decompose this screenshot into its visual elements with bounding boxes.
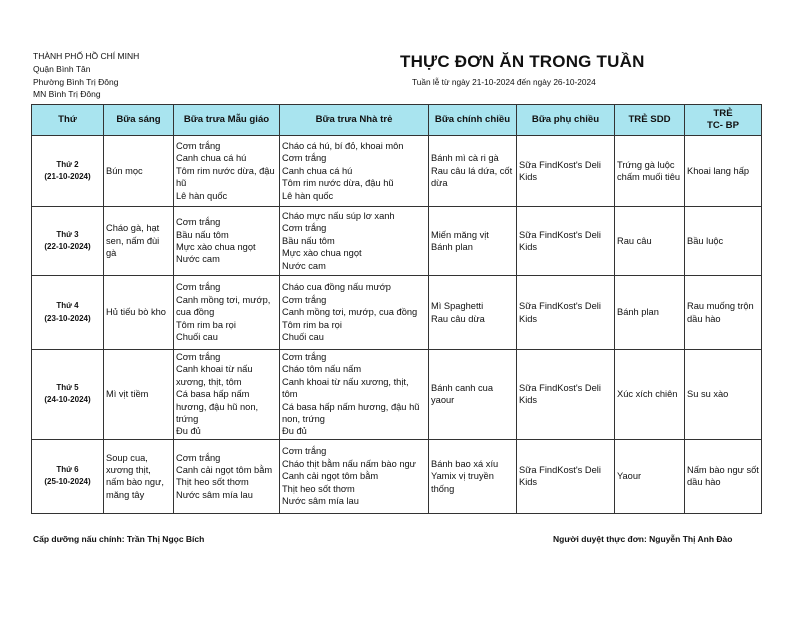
lunch-kindergarten-item: Tôm rim ba rọi bbox=[176, 319, 236, 330]
afternoon-main-item: Bánh mì cà ri gà bbox=[431, 153, 499, 164]
lunch-kindergarten-item: Cơm trắng bbox=[176, 352, 221, 362]
sdd-item: Xúc xích chiên bbox=[617, 389, 678, 400]
afternoon-main-item: Mì Spaghetti bbox=[431, 301, 484, 312]
header-row bbox=[32, 105, 762, 136]
lunch-kindergarten-item: Nước cam bbox=[176, 254, 220, 265]
col-header-sdd: TRẺ SDD bbox=[615, 105, 685, 136]
lunch-kindergarten-item: Tôm rim nước dừa, đậu hũ bbox=[176, 165, 275, 189]
tcbp-item: Rau muống trộn dầu hào bbox=[687, 301, 754, 324]
lunch-kindergarten-item: Cơm trắng bbox=[176, 282, 221, 293]
col-header-afternoon-snack: Bữa phụ chiều bbox=[517, 105, 615, 136]
lunch-nursery-item: Canh mồng tơi, mướp, cua đồng bbox=[282, 307, 418, 318]
breakfast-cell bbox=[104, 439, 174, 513]
breakfast-cell bbox=[104, 136, 174, 207]
org-city: THÀNH PHỐ HỒ CHÍ MINH bbox=[33, 51, 140, 61]
lunch-kindergarten-item: Chuối cau bbox=[176, 332, 218, 343]
afternoon-main-item: Miến măng vịt bbox=[431, 229, 489, 240]
lunch-kindergarten-item: Đu đủ bbox=[176, 426, 201, 437]
lunch-kindergarten-item: Thịt heo sốt thơm bbox=[176, 477, 249, 488]
sdd-cell bbox=[615, 207, 685, 276]
lunch-nursery-item: Cơm trắng bbox=[282, 223, 327, 234]
afternoon-main-item: Bánh plan bbox=[431, 242, 473, 252]
approver-signature: Người duyệt thực đơn: Nguyễn Thị Anh Đào bbox=[553, 534, 733, 544]
afternoon-main-item: Rau câu dừa bbox=[431, 313, 485, 324]
lunch-kindergarten-cell bbox=[174, 350, 280, 440]
lunch-nursery-item: Canh khoai từ nấu xương, thịt, tôm bbox=[282, 376, 409, 400]
col-header-day: Thứ bbox=[32, 105, 104, 136]
afternoon-main-item: Rau câu lá dứa, cốt dừa bbox=[431, 165, 513, 189]
tcbp-item: Bầu luộc bbox=[687, 235, 724, 246]
tcbp-cell bbox=[685, 350, 762, 440]
day-cell bbox=[32, 276, 104, 350]
col-header-tcbp-line2: TC- BP bbox=[707, 120, 739, 131]
col-header-tcbp-line1: TRẺ bbox=[713, 108, 733, 119]
afternoon-snack-item: Sữa FindKost's Deli Kids bbox=[519, 159, 601, 182]
lunch-kindergarten-item: Canh mồng tơi, mướp, cua đồng bbox=[176, 294, 271, 318]
lunch-kindergarten-cell bbox=[174, 439, 280, 513]
lunch-kindergarten-item: Lê hàn quốc bbox=[176, 190, 228, 201]
afternoon-snack-item: Sữa FindKost's Deli Kids bbox=[519, 229, 601, 252]
lunch-nursery-item: Chuối cau bbox=[282, 332, 324, 343]
lunch-kindergarten-item: Cơm trắng bbox=[176, 140, 221, 151]
day-cell bbox=[32, 350, 104, 440]
breakfast-item: Mì vịt tiềm bbox=[106, 389, 149, 400]
afternoon-main-item: Bánh canh cua bbox=[431, 383, 494, 394]
lunch-kindergarten-item: Nước sâm mía lau bbox=[176, 489, 253, 500]
lunch-nursery-cell bbox=[280, 276, 429, 350]
lunch-kindergarten-item: Cơm trắng bbox=[176, 452, 221, 463]
lunch-nursery-item: Cơm trắng bbox=[282, 446, 327, 457]
lunch-nursery-item: Thịt heo sốt thơm bbox=[282, 483, 355, 494]
menu-table bbox=[31, 104, 762, 514]
lunch-nursery-cell bbox=[280, 350, 429, 440]
tcbp-cell bbox=[685, 207, 762, 276]
lunch-nursery-item: Cháo cua đồng nấu mướp bbox=[282, 282, 391, 293]
breakfast-item: Bún mọc bbox=[106, 165, 143, 176]
lunch-kindergarten-item: Bầu nấu tôm bbox=[176, 229, 229, 240]
lunch-nursery-item: Cơm trắng bbox=[282, 153, 327, 164]
sdd-item: Yaour bbox=[617, 471, 642, 482]
lunch-nursery-item: Cơm trắng bbox=[282, 294, 327, 305]
lunch-nursery-item: Tôm rim nước dừa, đậu hũ bbox=[282, 178, 394, 189]
lunch-nursery-item: Tôm rim ba rọi bbox=[282, 319, 342, 330]
lunch-nursery-item: Cháo cá hú, bí đỏ, khoai môn bbox=[282, 140, 404, 151]
lunch-kindergarten-item: Cá basa hấp nấm hương, đậu hũ non, trứng bbox=[176, 389, 259, 425]
sdd-cell bbox=[615, 276, 685, 350]
day-name: Thứ 5 bbox=[56, 383, 79, 393]
afternoon-snack-cell bbox=[517, 276, 615, 350]
tcbp-cell bbox=[685, 439, 762, 513]
tcbp-item: Su su xào bbox=[687, 389, 729, 400]
lunch-kindergarten-item: Mực xào chua ngọt bbox=[176, 242, 256, 252]
lunch-nursery-item: Cơm trắng bbox=[282, 352, 327, 362]
day-cell bbox=[32, 439, 104, 513]
breakfast-item: Cháo gà, hạt sen, nấm đùi gà bbox=[106, 223, 160, 259]
afternoon-snack-cell bbox=[517, 350, 615, 440]
table-row bbox=[32, 276, 762, 350]
lunch-nursery-item: Cháo mực nấu súp lơ xanh bbox=[282, 210, 395, 221]
afternoon-main-cell bbox=[429, 207, 517, 276]
day-cell bbox=[32, 207, 104, 276]
sdd-item: Rau câu bbox=[617, 235, 652, 246]
sdd-cell bbox=[615, 439, 685, 513]
sdd-item: Bánh plan bbox=[617, 307, 659, 318]
sdd-cell bbox=[615, 136, 685, 207]
lunch-kindergarten-item: Canh cải ngọt tôm bằm bbox=[176, 464, 273, 475]
org-school: MN Bình Trị Đông bbox=[33, 89, 101, 100]
lunch-nursery-item: Mực xào chua ngọt bbox=[282, 248, 362, 259]
lunch-kindergarten-cell bbox=[174, 207, 280, 276]
afternoon-main-item: Bánh bao xá xíu bbox=[431, 458, 499, 469]
afternoon-main-item: yaour bbox=[431, 395, 455, 406]
lunch-nursery-cell bbox=[280, 439, 429, 513]
col-header-tcbp bbox=[685, 105, 762, 136]
sdd-item: Trứng gà luộc chấm muối tiêu bbox=[617, 159, 681, 182]
org-district: Quận Bình Tân bbox=[33, 63, 91, 74]
day-date: (22-10-2024) bbox=[44, 242, 91, 251]
day-name: Thứ 6 bbox=[56, 464, 79, 474]
day-name: Thứ 2 bbox=[56, 159, 79, 169]
lunch-nursery-item: Nước sâm mía lau bbox=[282, 495, 359, 506]
organization-block bbox=[33, 50, 139, 101]
org-ward: Phường Bình Trị Đông bbox=[33, 76, 119, 87]
breakfast-cell bbox=[104, 207, 174, 276]
breakfast-cell bbox=[104, 350, 174, 440]
lunch-nursery-item: Bầu nấu tôm bbox=[282, 235, 335, 246]
afternoon-snack-cell bbox=[517, 439, 615, 513]
day-date: (21-10-2024) bbox=[44, 172, 91, 181]
lunch-nursery-item: Canh cải ngọt tôm bằm bbox=[282, 471, 379, 482]
afternoon-snack-item: Sữa FindKost's Deli Kids bbox=[519, 464, 601, 488]
afternoon-snack-item: Sữa FindKost's Deli Kids bbox=[519, 383, 601, 406]
afternoon-main-cell bbox=[429, 350, 517, 440]
table-row bbox=[32, 136, 762, 207]
afternoon-main-cell bbox=[429, 439, 517, 513]
lunch-nursery-item: Cá basa hấp nấm hương, đậu hũ non, trứng bbox=[282, 401, 420, 425]
tcbp-item: Khoai lang hấp bbox=[687, 165, 750, 176]
lunch-kindergarten-item: Cơm trắng bbox=[176, 217, 221, 228]
day-name: Thứ 4 bbox=[56, 301, 79, 311]
tcbp-cell bbox=[685, 276, 762, 350]
breakfast-cell bbox=[104, 276, 174, 350]
afternoon-main-item: Yamix vị truyền thống bbox=[431, 471, 494, 494]
col-header-afternoon-main: Bữa chính chiều bbox=[429, 105, 517, 136]
lunch-nursery-item: Cháo thịt bằm nấu nấm bào ngư bbox=[282, 458, 416, 469]
afternoon-snack-item: Sữa FindKost's Deli Kids bbox=[519, 301, 601, 324]
breakfast-item: Soup cua, xương thịt, nấm bào ngư, măng tây bbox=[106, 452, 164, 500]
table-row bbox=[32, 439, 762, 513]
day-date: (25-10-2024) bbox=[44, 477, 91, 487]
lunch-nursery-cell bbox=[280, 207, 429, 276]
col-header-lunch-nursery: Bữa trưa Nhà trẻ bbox=[280, 105, 429, 136]
lunch-nursery-item: Canh chua cá hú bbox=[282, 165, 353, 176]
lunch-nursery-item: Lê hàn quốc bbox=[282, 190, 334, 201]
sdd-cell bbox=[615, 350, 685, 440]
tcbp-cell bbox=[685, 136, 762, 207]
afternoon-snack-cell bbox=[517, 136, 615, 207]
table-row bbox=[32, 207, 762, 276]
day-cell bbox=[32, 136, 104, 207]
table-row bbox=[32, 350, 762, 440]
tcbp-item: Nấm bào ngư sốt dầu hào bbox=[687, 464, 759, 488]
col-header-lunch-kindergarten: Bữa trưa Mẫu giáo bbox=[174, 105, 280, 136]
page-title: THỰC ĐƠN ĂN TRONG TUẦN bbox=[400, 52, 645, 71]
lunch-nursery-item: Nước cam bbox=[282, 260, 326, 271]
lunch-kindergarten-item: Canh chua cá hú bbox=[176, 153, 247, 164]
lunch-kindergarten-item: Canh khoai từ nấu xương, thịt, tôm bbox=[176, 364, 253, 387]
day-date: (24-10-2024) bbox=[44, 395, 91, 405]
day-name: Thứ 3 bbox=[56, 229, 79, 239]
lunch-kindergarten-cell bbox=[174, 136, 280, 207]
cook-signature: Cấp dưỡng nấu chính: Trần Thị Ngọc Bích bbox=[33, 534, 205, 544]
afternoon-main-cell bbox=[429, 136, 517, 207]
lunch-nursery-item: Đu đủ bbox=[282, 426, 307, 437]
lunch-nursery-item: Cháo tôm nấu nấm bbox=[282, 364, 362, 375]
lunch-nursery-cell bbox=[280, 136, 429, 207]
breakfast-item: Hủ tiếu bò kho bbox=[106, 307, 166, 318]
afternoon-snack-cell bbox=[517, 207, 615, 276]
week-range: Tuần lễ từ ngày 21-10-2024 đến ngày 26-10-2024 bbox=[412, 77, 596, 87]
afternoon-main-cell bbox=[429, 276, 517, 350]
day-date: (23-10-2024) bbox=[44, 313, 91, 323]
lunch-kindergarten-cell bbox=[174, 276, 280, 350]
col-header-breakfast: Bữa sáng bbox=[104, 105, 174, 136]
